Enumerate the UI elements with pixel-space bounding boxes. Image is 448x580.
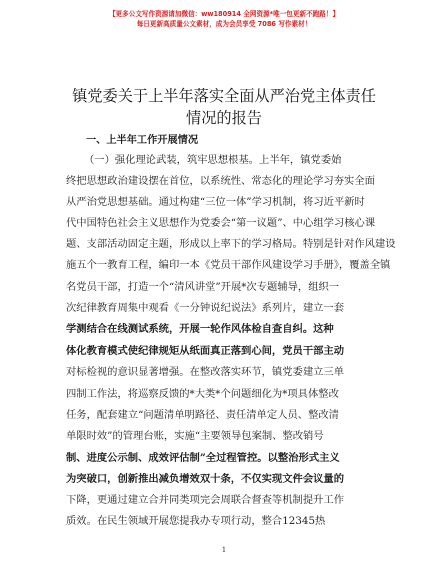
body-line: 对标检视的意识显著增强。在整改落实环节，镇党委建立三单	[66, 366, 345, 378]
body-line: 单限时效”的管理台账，实施“主要领导包案制、整改销号	[66, 430, 324, 442]
body-line: 学测结合在线测试系统，开展一轮作风体检自查自纠。这种	[66, 323, 334, 335]
body-line: 施五个一教育工程，编印一本《党员干部作风建设学习手册》，覆盖全镇	[66, 259, 391, 271]
body-line: 质效。在民生领域开展您提我办专项行动，整合12345热	[66, 515, 326, 527]
body-line: 下降，更通过建立合并同类项完会周联合督查等机制提升工作	[66, 494, 345, 506]
body-line: 体化教育模式使纪律规矩从纸面真正落到心间，党员干部主动	[66, 345, 345, 357]
body-line: 代中国特色社会主义思想作为党委会“第一议题”、中心组学习核心课	[66, 217, 376, 229]
document-title-line-2: 情况的报告	[186, 109, 262, 127]
body-line: 制、进度公示制、成效评估制”全过程管控。以整治形式主义	[66, 452, 340, 464]
document-title-line-1: 镇党委关于上半年落实全面从严治党主体责任	[72, 87, 376, 105]
body-line: 为突破口，创新推出减负增效双十条，不仅实现文件会议量的	[66, 473, 345, 485]
body-line: 从严治党思想基础。通过构建“三位一体”学习机制，将习近平新时	[66, 196, 365, 208]
promo-banner-line-1: 【更多公文写作资源请加微信：ww180914 全网资源*唯一包更新不跑路！】	[108, 10, 340, 18]
page-number: 1	[221, 546, 227, 554]
promo-banner-line-2: 每日更新高质量公文素材，成为会员享受 7086 写作素材！	[136, 20, 312, 28]
body-line: 终把思想政治建设摆在首位，以系统性、常态化的理论学习夯实全面	[66, 175, 375, 187]
body-line: 名党员干部，打造一个“清风讲堂”开展*次专题辅导，组织一	[66, 281, 340, 293]
section-heading: 一、上半年工作开展情况	[86, 134, 199, 146]
body-line: 四制工作法，将巡察反馈的*大类*个问题细化为*项具体整改	[66, 388, 339, 400]
body-line: 任务，配套建立“问题清单明路径、责任清单定人员、整改清	[66, 409, 339, 421]
body-line: 次纪律教育周集中观看《一分钟说纪说法》系列片，建立一套	[66, 302, 345, 314]
body-line: 题、支部活动固定主题，形成以上率下的学习格局。特别是针对作风建设	[66, 238, 396, 250]
body-line: （一）强化理论武装，筑牢思想根基。上半年，镇党委始	[84, 154, 342, 166]
